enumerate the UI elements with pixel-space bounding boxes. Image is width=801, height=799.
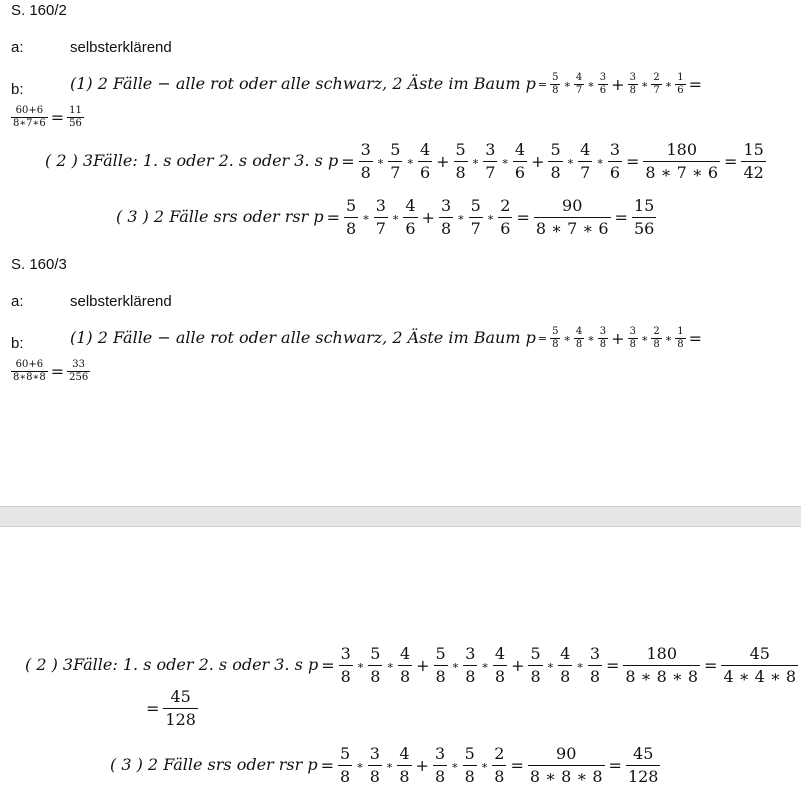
operator: ∗ [587, 78, 595, 91]
numerator: 4 [397, 743, 411, 766]
denominator: 6 [500, 219, 511, 238]
denominator: 8 [530, 667, 541, 686]
equation-160-3-b3 [110, 743, 661, 788]
numerator: 15 [741, 139, 765, 162]
operator: ∗ [566, 155, 575, 168]
equation-160-3-b2-result [143, 686, 199, 731]
part-a-label: a: [11, 293, 24, 310]
denominator: 6 [514, 163, 526, 182]
section-heading-160-2: S. 160/2 [11, 2, 67, 19]
numerator: 3 [608, 139, 622, 162]
numerator: 2 [653, 72, 660, 83]
equation-text: ( 3 ) 2 Fälle srs oder rsr p [116, 207, 324, 226]
denominator: 8 [435, 667, 446, 686]
numerator: 4 [575, 72, 583, 83]
fraction [675, 326, 685, 351]
fraction [623, 643, 700, 688]
fraction [675, 72, 685, 97]
numerator: 4 [578, 139, 592, 162]
fraction [439, 195, 453, 240]
operator: ∗ [640, 332, 649, 345]
numerator: 33 [67, 359, 90, 372]
fraction [359, 139, 373, 184]
fraction [550, 72, 560, 97]
part-a-text: selbsterklärend [70, 39, 172, 56]
fraction [11, 359, 48, 384]
numerator: 5 [552, 326, 559, 337]
numerator: 2 [653, 326, 660, 337]
operator: = [688, 75, 703, 94]
denominator: 8 [629, 339, 636, 350]
denominator: 128 [627, 767, 659, 786]
operator: ∗ [480, 759, 489, 772]
operator: ∗ [356, 759, 364, 772]
operator: ∗ [362, 211, 370, 224]
numerator: 3 [374, 195, 388, 218]
fraction [483, 139, 497, 184]
numerator: 3 [439, 195, 453, 218]
operator: + [416, 656, 430, 675]
operator: + [611, 329, 625, 348]
operator: ∗ [391, 211, 400, 224]
denominator: 7 [653, 85, 660, 96]
fraction [498, 195, 512, 240]
numerator: 5 [344, 195, 358, 218]
numerator: 2 [492, 743, 506, 766]
fraction [454, 139, 468, 184]
denominator: 56 [633, 219, 655, 238]
fraction [388, 139, 402, 184]
denominator: 8 [575, 339, 583, 350]
denominator: 8 [399, 667, 411, 686]
fraction [397, 743, 411, 788]
fraction [67, 105, 84, 130]
denominator: 7 [485, 163, 496, 182]
denominator: 8 [370, 667, 381, 686]
denominator: 8 [552, 85, 559, 96]
numerator: 5 [552, 72, 559, 83]
numerator: 4 [418, 139, 432, 162]
operator: = [614, 208, 628, 227]
denominator: 7 [390, 163, 401, 182]
fraction [344, 195, 358, 240]
fraction [741, 139, 765, 184]
operator: ∗ [386, 659, 394, 672]
fraction [368, 643, 382, 688]
numerator: 45 [626, 743, 661, 766]
operator: ∗ [376, 155, 385, 168]
fraction [434, 643, 448, 688]
equation-160-3-b1 [70, 326, 704, 351]
denominator: 6 [609, 163, 620, 182]
numerator: 5 [528, 643, 542, 666]
operator: ∗ [356, 659, 365, 672]
operator: = [321, 656, 335, 675]
operator: = [537, 78, 548, 91]
operator: = [50, 362, 65, 381]
fraction [398, 643, 412, 688]
denominator: 8 [340, 767, 351, 786]
fraction [626, 743, 661, 788]
denominator: 8 [629, 85, 636, 96]
numerator: 4 [575, 326, 583, 337]
operator: ∗ [546, 659, 555, 672]
equation-text: (1) 2 Fälle − alle rot oder alle schwarz, 2 Äste im Baum p [70, 74, 536, 93]
operator: ∗ [406, 155, 414, 168]
fraction [374, 195, 388, 240]
equation-text: (1) 2 Fälle − alle rot oder alle schwarz, 2 Äste im Baum p [70, 328, 536, 347]
denominator: 8 ∗ 8 ∗ 8 [529, 767, 603, 786]
part-b-label: b: [11, 335, 24, 352]
numerator: 5 [388, 139, 402, 162]
numerator: 45 [721, 643, 798, 666]
operator: ∗ [576, 659, 584, 672]
numerator: 15 [632, 195, 656, 218]
operator: ∗ [640, 78, 649, 91]
part-a-text: selbsterklärend [70, 293, 172, 310]
numerator: 4 [513, 139, 527, 162]
operator: ∗ [501, 155, 509, 168]
denominator: 8 [550, 163, 561, 182]
fraction [608, 139, 622, 184]
fraction [433, 743, 447, 788]
operator: ∗ [563, 78, 571, 91]
equation-160-2-b2 [45, 139, 767, 184]
equation-160-3-b2 [25, 643, 799, 688]
fraction [463, 743, 477, 788]
equation-text: ( 3 ) 2 Fälle srs oder rsr p [110, 755, 318, 774]
numerator: 3 [599, 326, 607, 337]
denominator: 256 [69, 372, 89, 383]
operator: = [608, 756, 622, 775]
fraction [528, 643, 542, 688]
numerator: 4 [403, 195, 417, 218]
operator: ∗ [471, 155, 480, 168]
denominator: 8 [360, 163, 371, 182]
equation-160-2-b3 [116, 195, 657, 240]
numerator: 60+6 [11, 359, 48, 372]
fraction [574, 326, 584, 351]
denominator: 8 [465, 667, 476, 686]
equation-160-2-b1 [70, 72, 704, 97]
numerator: 4 [398, 643, 412, 666]
fraction [548, 139, 562, 184]
numerator: 5 [463, 743, 477, 766]
denominator: 8 ∗ 8 ∗ 8 [625, 667, 699, 686]
numerator: 11 [69, 105, 82, 116]
denominator: 6 [599, 85, 607, 96]
denominator: 6 [405, 219, 416, 238]
fraction [558, 643, 572, 688]
operator: = [341, 152, 355, 171]
fraction [588, 643, 602, 688]
denominator: 128 [165, 710, 196, 729]
numerator: 3 [359, 139, 373, 162]
operator: = [688, 329, 703, 348]
fraction [492, 743, 506, 788]
numerator: 3 [368, 743, 382, 766]
denominator: 8∗8∗8 [13, 372, 46, 383]
denominator: 8∗7∗6 [13, 118, 46, 129]
operator: + [421, 208, 435, 227]
operator: + [611, 75, 625, 94]
denominator: 6 [677, 85, 684, 96]
numerator: 5 [338, 743, 352, 766]
fraction [418, 139, 432, 184]
fraction [163, 686, 198, 731]
numerator: 90 [528, 743, 605, 766]
operator: = [724, 152, 738, 171]
numerator: 2 [498, 195, 512, 218]
operator: = [50, 108, 65, 127]
fraction [463, 643, 477, 688]
denominator: 7 [580, 163, 591, 182]
numerator: 4 [493, 643, 507, 666]
operator: ∗ [664, 78, 673, 91]
numerator: 5 [469, 195, 483, 218]
denominator: 6 [419, 163, 431, 182]
numerator: 1 [677, 72, 684, 83]
page-break [0, 506, 801, 527]
denominator: 8 [494, 667, 506, 686]
numerator: 3 [599, 72, 607, 83]
fraction [403, 195, 417, 240]
fraction [368, 743, 382, 788]
fraction [67, 359, 90, 384]
denominator: 8 [340, 667, 351, 686]
operator: = [510, 756, 524, 775]
operator: ∗ [587, 332, 595, 345]
denominator: 7 [470, 219, 481, 238]
operator: = [146, 699, 160, 718]
numerator: 1 [677, 326, 684, 337]
numerator: 5 [548, 139, 562, 162]
numerator: 45 [163, 686, 198, 709]
operator: = [326, 208, 341, 227]
denominator: 8 [653, 339, 660, 350]
operator: = [537, 332, 548, 345]
operator: + [511, 656, 525, 675]
operator: ∗ [457, 211, 465, 224]
fraction [628, 326, 638, 351]
operator: ∗ [596, 155, 604, 168]
operator: = [626, 152, 640, 171]
numerator: 5 [434, 643, 448, 666]
denominator: 8 [599, 339, 607, 350]
denominator: 8 [464, 767, 475, 786]
fraction [513, 139, 527, 184]
operator: + [415, 756, 429, 775]
denominator: 8 [369, 767, 380, 786]
operator: = [606, 656, 620, 675]
operator: ∗ [481, 659, 489, 672]
part-a-label: a: [11, 39, 24, 56]
numerator: 180 [643, 139, 720, 162]
operator: = [704, 656, 718, 675]
operator: ∗ [385, 759, 394, 772]
equation-160-3-b1-result [10, 359, 91, 384]
numerator: 3 [588, 643, 602, 666]
operator: = [516, 208, 530, 227]
numerator: 180 [623, 643, 700, 666]
numerator: 3 [339, 643, 353, 666]
fraction [469, 195, 483, 240]
denominator: 7 [575, 85, 583, 96]
denominator: 42 [743, 163, 764, 182]
fraction [651, 72, 661, 97]
denominator: 8 [494, 767, 505, 786]
fraction [574, 72, 584, 97]
denominator: 8 ∗ 7 ∗ 6 [535, 219, 609, 238]
denominator: 8 ∗ 7 ∗ 6 [645, 163, 719, 182]
fraction [534, 195, 611, 240]
operator: ∗ [451, 759, 459, 772]
part-b-label: b: [11, 81, 24, 98]
denominator: 8 [440, 219, 452, 238]
numerator: 4 [558, 643, 572, 666]
denominator: 8 [552, 339, 559, 350]
numerator: 3 [433, 743, 447, 766]
operator: = [320, 756, 335, 775]
equation-text: ( 2 ) 3Fälle: 1. s oder 2. s oder 3. s p [45, 151, 339, 170]
operator: + [531, 152, 545, 171]
denominator: 7 [375, 219, 386, 238]
equation-text: ( 2 ) 3Fälle: 1. s oder 2. s oder 3. s p [25, 655, 319, 674]
denominator: 4 ∗ 4 ∗ 8 [723, 667, 797, 686]
fraction [11, 105, 48, 130]
denominator: 8 [677, 339, 684, 350]
numerator: 3 [629, 326, 636, 337]
fraction [628, 72, 638, 97]
numerator: 5 [454, 139, 468, 162]
fraction [632, 195, 656, 240]
equation-160-2-b1-result [10, 105, 85, 130]
operator: + [436, 152, 450, 171]
fraction [643, 139, 720, 184]
fraction [651, 326, 661, 351]
operator: ∗ [486, 211, 495, 224]
operator: ∗ [451, 659, 460, 672]
fraction [721, 643, 798, 688]
section-heading-160-3: S. 160/3 [11, 256, 67, 273]
denominator: 56 [69, 118, 82, 129]
numerator: 5 [368, 643, 382, 666]
numerator: 3 [463, 643, 477, 666]
denominator: 8 [434, 767, 446, 786]
fraction [598, 326, 608, 351]
denominator: 8 [399, 767, 410, 786]
numerator: 3 [629, 72, 636, 83]
fraction [493, 643, 507, 688]
denominator: 8 [589, 667, 600, 686]
fraction [528, 743, 605, 788]
denominator: 8 [346, 219, 357, 238]
fraction [598, 72, 608, 97]
fraction [338, 743, 352, 788]
fraction [578, 139, 592, 184]
numerator: 3 [483, 139, 497, 162]
numerator: 90 [534, 195, 611, 218]
denominator: 8 [560, 667, 571, 686]
operator: ∗ [563, 332, 571, 345]
denominator: 8 [455, 163, 466, 182]
operator: ∗ [664, 332, 673, 345]
fraction [339, 643, 353, 688]
numerator: 60+6 [11, 105, 48, 118]
fraction [550, 326, 560, 351]
